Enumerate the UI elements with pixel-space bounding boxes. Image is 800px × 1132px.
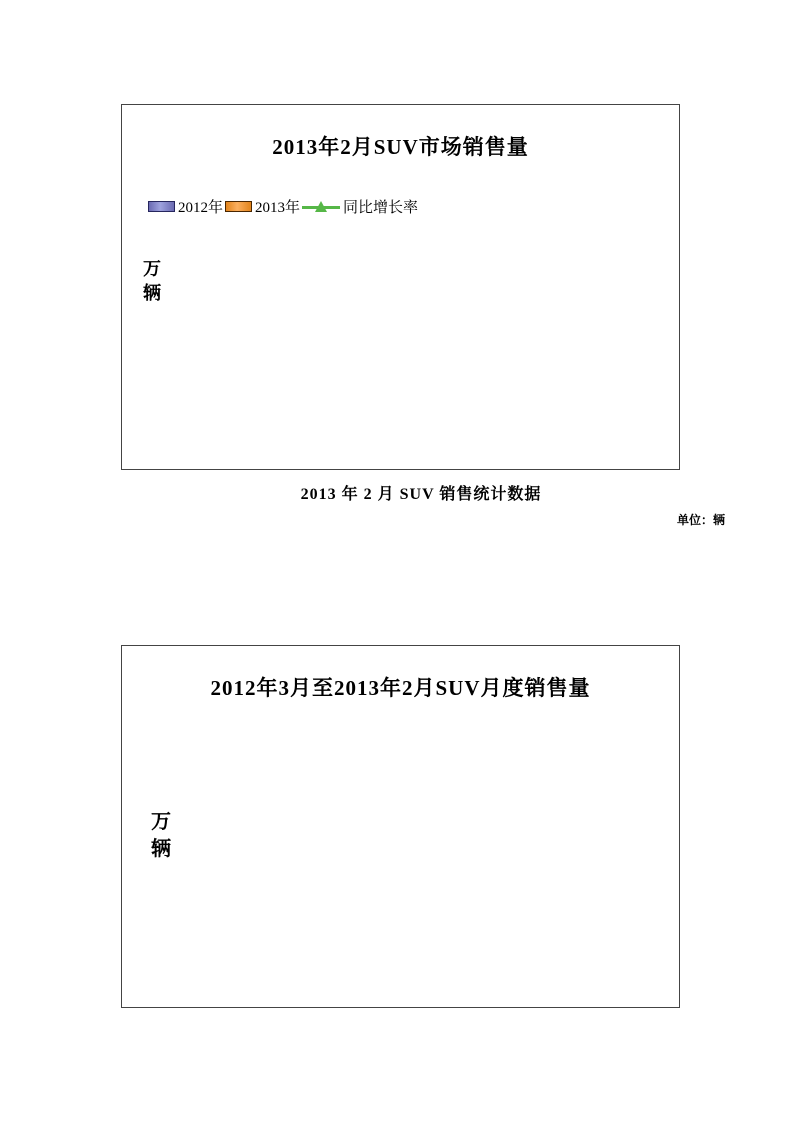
chart-title: 2013年2月SUV市场销售量	[272, 135, 529, 159]
y-axis-unit-label: 万辆	[143, 259, 161, 304]
table-title: 2013 年 2 月 SUV 销售统计数据	[300, 486, 542, 503]
table-unit-label: 单位：辆	[676, 513, 725, 527]
chart-title: 2012年3月至2013年2月SUV月度销售量	[210, 676, 591, 700]
legend-label: 同比增长率	[343, 200, 419, 216]
chart-feb-2013-suv-sales	[121, 104, 680, 470]
legend-label: 2013年	[255, 200, 301, 216]
chart-monthly-suv-sales	[121, 645, 680, 1008]
plot-mount	[122, 105, 679, 469]
plot-mount	[122, 646, 679, 1007]
legend-label: 2012年	[178, 200, 224, 216]
y-axis-unit-label: 万辆	[151, 811, 171, 860]
